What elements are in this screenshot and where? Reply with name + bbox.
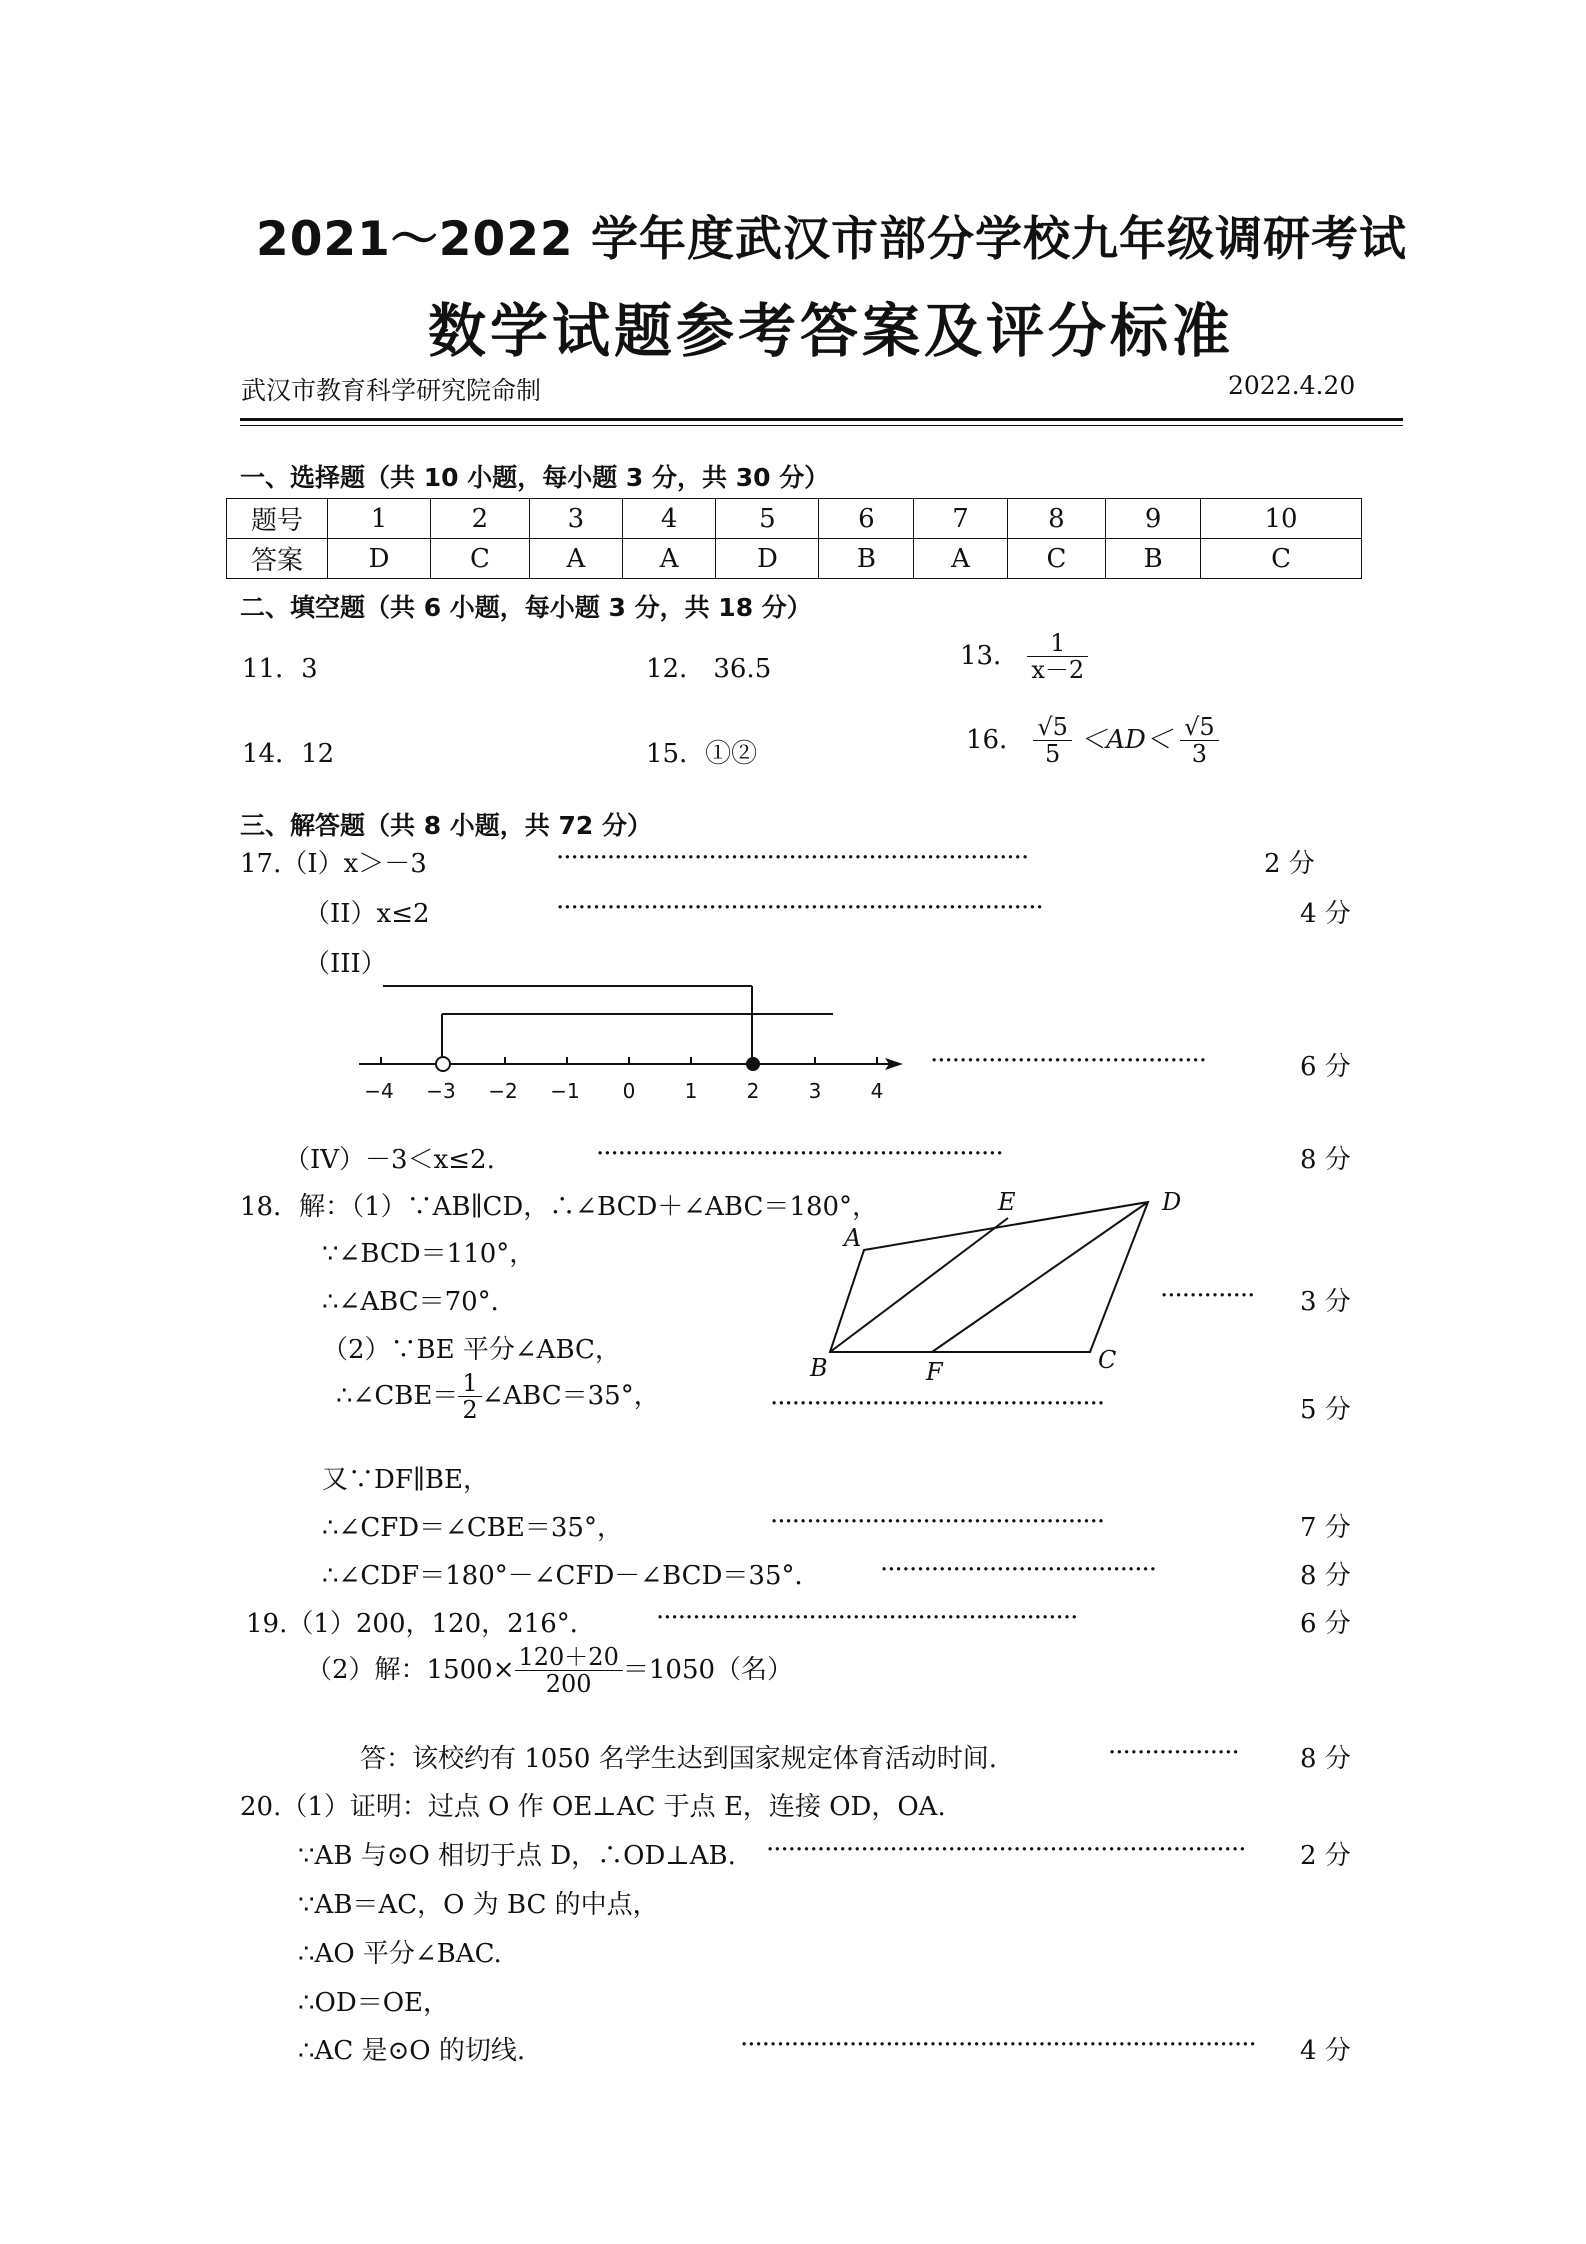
q19-score2: 8 分 <box>1300 1744 1351 1774</box>
section2-heading: 二、填空题（共 6 小题，每小题 3 分，共 18 分） <box>240 593 812 622</box>
title-line2: 数学试题参考答案及评分标准 <box>428 297 1235 365</box>
answer-15: 15．①② <box>646 739 758 769</box>
q17-line4: （IV）－3＜x≤2. <box>284 1145 495 1175</box>
open-circle-neg3 <box>436 1057 450 1071</box>
fraction-denominator: 3 <box>1191 740 1207 769</box>
q19-score1: 6 分 <box>1300 1609 1351 1639</box>
dot-leader: ·································································· <box>766 1835 1246 1865</box>
table-cell: C <box>1007 539 1106 579</box>
table-cell-label: 题号 <box>227 499 328 539</box>
q19-line2 <box>306 1644 793 1698</box>
fraction <box>1027 630 1088 684</box>
table-cell: C <box>431 539 530 579</box>
table-cell: 3 <box>529 499 622 539</box>
q18-score2: 5 分 <box>1300 1395 1351 1425</box>
q20-score2: 4 分 <box>1300 2036 1351 2066</box>
q17-line1: 17.（I）x＞－3 <box>240 849 427 879</box>
fraction-numerator: √5 <box>1033 714 1072 741</box>
answer-16-mid: ＜AD＜ <box>1080 724 1172 755</box>
answer-14: 14．12 <box>242 739 335 769</box>
header-rule-bottom <box>240 425 1403 426</box>
tick-label: 3 <box>808 1079 822 1103</box>
dot-leader: ·············································· <box>770 1507 1105 1537</box>
fraction <box>1033 714 1072 768</box>
fraction-numerator: √5 <box>1180 714 1219 741</box>
q17-score4: 8 分 <box>1300 1145 1351 1175</box>
fraction-denominator: 2 <box>462 1396 478 1425</box>
fraction-denominator: 5 <box>1045 740 1061 769</box>
number-line-figure <box>355 978 915 1106</box>
tick-label: 2 <box>746 1079 760 1103</box>
q19-line1: 19.（1）200，120，216°． <box>246 1609 596 1639</box>
q19-line2-a: （2）解：1500× <box>306 1654 515 1685</box>
q20-line2: ∵AB 与⊙O 相切于点 D，∴OD⊥AB. <box>298 1841 736 1871</box>
q18-line3: ∴∠ABC＝70°． <box>322 1287 517 1317</box>
vertex-label-a: A <box>844 1224 862 1252</box>
q17-line2: （II）x≤2 <box>304 899 430 929</box>
fraction-numerator: 1 <box>1027 630 1088 657</box>
q17-score1: 2 分 <box>1264 849 1315 879</box>
q18-line7: ∴∠CFD＝∠CBE＝35°， <box>322 1513 623 1543</box>
fraction <box>458 1370 481 1424</box>
table-cell: 9 <box>1106 499 1201 539</box>
table-cell: 1 <box>328 499 431 539</box>
q20-line1: 20.（1）证明：过点 O 作 OE⊥AC 于点 E，连接 OD，OA. <box>240 1792 946 1822</box>
q18-score3: 7 分 <box>1300 1513 1351 1543</box>
table-cell: A <box>914 539 1007 579</box>
answer-13-label: 13． <box>960 640 1020 671</box>
answer-16-label: 16． <box>966 724 1026 755</box>
parallelogram-abcd <box>830 1202 1148 1352</box>
fraction <box>515 1644 623 1698</box>
q17-score2: 4 分 <box>1300 899 1351 929</box>
dot-leader: ······································································· <box>740 2030 1256 2060</box>
dot-leader: ·················· <box>1108 1738 1239 1768</box>
table-cell: 10 <box>1201 499 1362 539</box>
table-cell: D <box>328 539 431 579</box>
tick-label: −2 <box>488 1079 518 1103</box>
vertex-label-f: F <box>926 1358 943 1380</box>
vertex-label-e: E <box>998 1188 1016 1216</box>
vertex-label-d: D <box>1162 1188 1182 1216</box>
fraction-numerator: 120＋20 <box>515 1644 623 1671</box>
q19-line2-b: ＝1050（名） <box>622 1654 794 1685</box>
tick-labels <box>364 1079 883 1103</box>
q18-score1: 3 分 <box>1300 1287 1351 1317</box>
tick-label: 0 <box>622 1079 636 1103</box>
answer-table <box>226 498 1362 579</box>
dot-leader: ························································ <box>596 1139 1003 1169</box>
q20-score1: 2 分 <box>1300 1841 1351 1871</box>
q18-line5-a: ∴∠CBE＝ <box>336 1380 459 1411</box>
answer-13 <box>960 630 1088 684</box>
tick-label: −3 <box>426 1079 456 1103</box>
table-cell: 2 <box>431 499 530 539</box>
tick-label: −4 <box>364 1079 394 1103</box>
tick-label: −1 <box>550 1079 580 1103</box>
dot-leader: ·············································· <box>770 1389 1105 1419</box>
table-cell: B <box>1106 539 1201 579</box>
q18-line2: ∵∠BCD＝110°， <box>322 1239 536 1269</box>
answer-16 <box>966 714 1219 768</box>
q17-line3: （III） <box>304 949 387 979</box>
answer-11: 11．3 <box>242 654 318 684</box>
q18-line4: （2）∵BE 平分∠ABC， <box>322 1335 621 1365</box>
dot-leader: ······································ <box>880 1555 1157 1585</box>
table-cell-label: 答案 <box>227 539 328 579</box>
section3-heading: 三、解答题（共 8 小题，共 72 分） <box>240 811 653 840</box>
q20-line4: ∴AO 平分∠BAC. <box>298 1939 502 1969</box>
table-cell: D <box>716 539 819 579</box>
table-cell: A <box>529 539 622 579</box>
parallelogram-figure <box>800 1180 1200 1380</box>
tick-label: 1 <box>684 1079 698 1103</box>
table-cell: 5 <box>716 499 819 539</box>
q18-line5-b: ∠ABC＝35°， <box>481 1380 660 1411</box>
table-row-numbers <box>227 499 1362 539</box>
answer-12: 12． 36.5 <box>646 654 772 684</box>
date: 2022.4.20 <box>1228 371 1356 400</box>
q20-line3: ∵AB＝AC，O 为 BC 的中点， <box>298 1890 659 1920</box>
dot-leader: ············· <box>1160 1281 1255 1311</box>
filled-circle-2 <box>746 1057 760 1071</box>
dot-leader: ································································· <box>556 843 1029 873</box>
table-cell: 7 <box>914 499 1007 539</box>
fraction-denominator: x－2 <box>1031 656 1085 685</box>
q18-line6: 又∵DF∥BE， <box>322 1465 489 1495</box>
header-rule-top <box>240 418 1403 421</box>
q20-line5: ∴OD＝OE， <box>298 1988 449 2018</box>
q18-line5 <box>336 1370 660 1424</box>
table-cell: B <box>819 539 914 579</box>
title-line1: 2021～2022 学年度武汉市部分学校九年级调研考试 <box>256 212 1407 267</box>
fraction-denominator: 200 <box>545 1670 592 1699</box>
dot-leader: ·························································· <box>656 1603 1078 1633</box>
q17-score3: 6 分 <box>1300 1052 1351 1082</box>
dot-leader: ··································································· <box>556 893 1043 923</box>
fraction-numerator: 1 <box>458 1370 481 1397</box>
table-cell: 8 <box>1007 499 1106 539</box>
table-cell: C <box>1201 539 1362 579</box>
dot-leader: ······································ <box>930 1046 1207 1076</box>
publisher: 武汉市教育科学研究院命制 <box>241 376 542 405</box>
q19-line3: 答：该校约有 1050 名学生达到国家规定体育活动时间. <box>360 1744 997 1774</box>
fraction <box>1180 714 1219 768</box>
section1-heading: 一、选择题（共 10 小题，每小题 3 分，共 30 分） <box>240 463 830 492</box>
segment-df <box>932 1202 1148 1352</box>
table-cell: 4 <box>623 499 716 539</box>
table-cell: 6 <box>819 499 914 539</box>
q18-line8: ∴∠CDF＝180°－∠CFD－∠BCD＝35°． <box>322 1561 821 1591</box>
q18-score4: 8 分 <box>1300 1561 1351 1591</box>
vertex-label-c: C <box>1098 1346 1117 1374</box>
tick-label: 4 <box>870 1079 884 1103</box>
table-cell: A <box>623 539 716 579</box>
table-row-answers <box>227 539 1362 579</box>
q20-line6: ∴AC 是⊙O 的切线. <box>298 2036 526 2066</box>
vertex-label-b: B <box>810 1354 828 1380</box>
tick-marks <box>381 1057 877 1064</box>
q18-line1: 18．解：（1）∵AB∥CD，∴∠BCD＋∠ABC＝180°， <box>240 1192 879 1222</box>
